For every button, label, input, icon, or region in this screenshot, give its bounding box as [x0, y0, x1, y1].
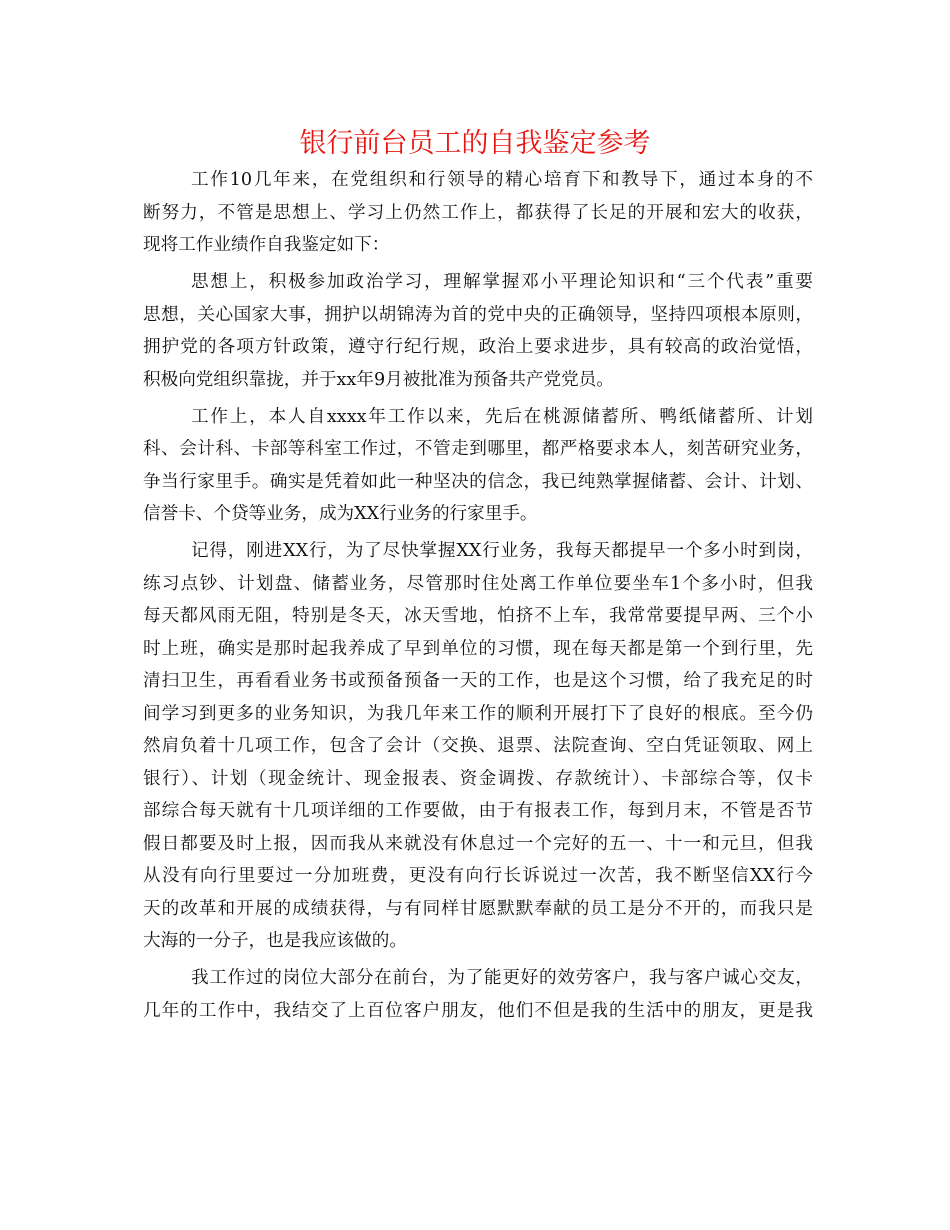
text-line: 拥护党的各项方针政策，遵守行纪行规，政治上要求进步，具有较高的政治觉悟，	[143, 337, 813, 357]
text-line: 争当行家里手。确实是凭着如此一种坚决的信念，我已纯熟掌握储蓄、会计、计划、	[143, 471, 813, 492]
text-line: 现将工作业绩作自我鉴定如下：	[143, 235, 390, 255]
text-line: 清扫卫生，再看看业务书或预备预备一天的工作，也是这个习惯，给了我充足的时	[143, 671, 813, 691]
text-line: 假日都要及时上报，因而我从来就没有休息过一个完好的五一、十一和元旦，但我	[143, 833, 813, 854]
paragraph	[143, 266, 813, 396]
text-line: 断努力，不管是思想上、学习上仍然工作上，都获得了长足的开展和宏大的收获，	[143, 202, 813, 223]
text-line: 信誉卡、个贷等业务，成为XX行业务的行家里手。	[143, 504, 538, 524]
paragraph	[143, 535, 813, 958]
text-line: 练习点钞、计划盘、储蓄业务，尽管那时住处离工作单位要坐车1个多小时，但我	[143, 573, 813, 594]
text-line: 大海的一分子，也是我应该做的。	[143, 931, 407, 951]
paragraph	[143, 164, 813, 262]
text-line: 每天都风雨无阻，特别是冬天，冰天雪地，怕挤不上车，我常常要提早两、三个小	[143, 606, 813, 626]
text-line: 思想上，积极参加政治学习，理解掌握邓小平理论知识和“三个代表”重要	[191, 272, 813, 292]
paragraph	[143, 962, 813, 1027]
text-line: 天的改革和开展的成绩获得，与有同样甘愿默默奉献的员工是分不开的，而我只是	[143, 898, 813, 919]
text-line: 工作上，本人自xxxx年工作以来，先后在桃源储蓄所、鸭纸储蓄所、计划	[191, 406, 813, 427]
text-line: 从没有向行里要过一分加班费，更没有向行长诉说过一次苦，我不断坚信XX行今	[143, 866, 813, 886]
text-line: 积极向党组织靠拢，并于xx年9月被批准为预备共产党党员。	[143, 369, 614, 390]
text-line: 记得，刚进XX行，为了尽快掌握XX行业务，我每天都提早一个多小时到岗，	[191, 541, 813, 561]
text-line: 然肩负着十几项工作，包含了会计（交换、退票、法院查询、空白凭证领取、网上	[143, 736, 813, 756]
text-line: 间学习到更多的业务知识，为我几年来工作的顺利开展打下了良好的根底。至今仍	[143, 703, 813, 724]
text-line: 工作10几年来，在党组织和行领导的精心培育下和教导下，通过本身的不	[191, 170, 813, 190]
paragraph	[143, 401, 813, 531]
document-body	[143, 164, 813, 1027]
text-line: 科、会计科、卡部等科室工作过，不管走到哪里，都严格要求本人，刻苦研究业务，	[143, 439, 813, 459]
text-line: 部综合每天就有十几项详细的工作要做，由于有报表工作，每到月末，不管是否节	[143, 801, 813, 821]
text-line: 思想，关心国家大事，拥护以胡锦涛为首的党中央的正确领导，坚持四项根本原则，	[143, 304, 813, 325]
text-line: 几年的工作中，我结交了上百位客户朋友，他们不但是我的生活中的朋友，更是我	[143, 1000, 813, 1021]
text-line: 时上班，确实是那时起我养成了早到单位的习惯，现在每天都是第一个到行里，先	[143, 638, 813, 659]
text-line: 银行）、计划（现金统计、现金报表、资金调拨、存款统计）、卡部综合等，仅卡	[143, 768, 813, 789]
text-line: 我工作过的岗位大部分在前台，为了能更好的效劳客户，我与客户诚心交友，	[191, 968, 813, 988]
document-title: 银行前台员工的自我鉴定参考	[299, 128, 651, 159]
